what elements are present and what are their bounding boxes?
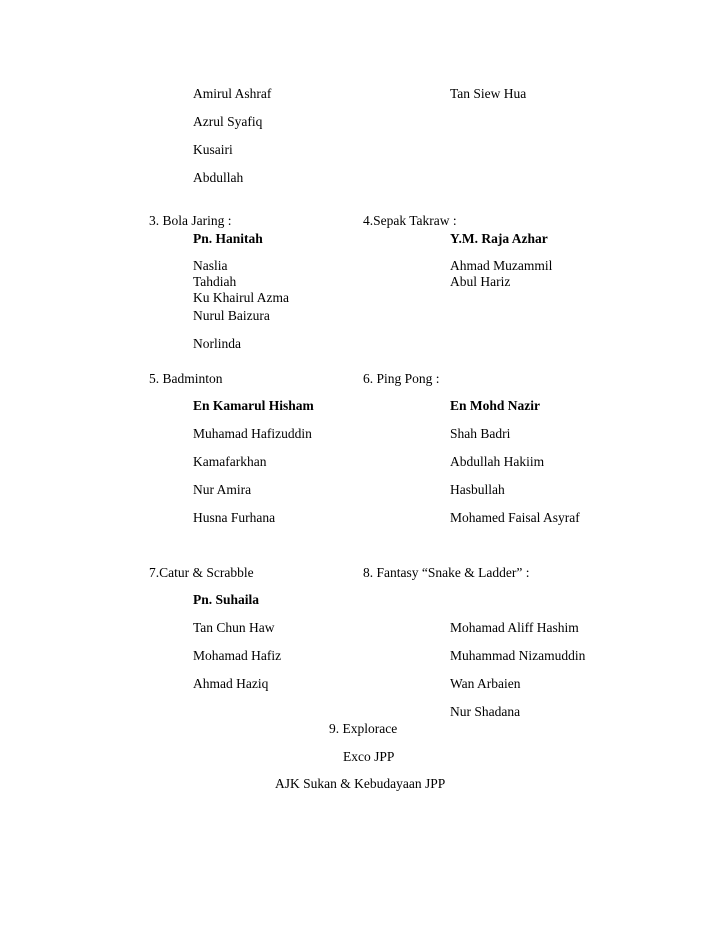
sec5-name-1: Muhamad Hafizuddin <box>193 426 312 441</box>
sec7-lead: Pn. Suhaila <box>193 592 260 607</box>
sec4-name-1: Ahmad Muzammil <box>450 258 553 273</box>
sec3-name-5: Norlinda <box>193 336 241 351</box>
top-right-name-1: Tan Siew Hua <box>450 86 527 101</box>
sec6-name-3: Hasbullah <box>450 482 505 497</box>
sec3-heading: 3. Bola Jaring : <box>149 213 232 228</box>
top-name-1: Amirul Ashraf <box>193 86 272 101</box>
sec5-lead: En Kamarul Hisham <box>193 398 314 413</box>
top-name-4: Abdullah <box>193 170 244 185</box>
sec4-heading: 4.Sepak Takraw : <box>363 213 457 228</box>
sec6-name-1: Shah Badri <box>450 426 511 441</box>
sec3-name-2: Tahdiah <box>193 274 237 289</box>
sec7-name-1: Tan Chun Haw <box>193 620 275 635</box>
sec7-name-3: Ahmad Haziq <box>193 676 269 691</box>
sec3-name-3: Ku Khairul Azma <box>193 290 289 305</box>
sec7-heading: 7.Catur & Scrabble <box>149 565 254 580</box>
sec5-name-2: Kamafarkhan <box>193 454 267 469</box>
sec3-name-1: Naslia <box>193 258 228 273</box>
sec6-heading: 6. Ping Pong : <box>363 371 440 386</box>
sec9-line-1: Exco JPP <box>343 749 395 764</box>
sec9-line-2: AJK Sukan & Kebudayaan JPP <box>275 776 446 791</box>
sec8-name-2: Muhammad Nizamuddin <box>450 648 586 663</box>
sec8-name-4: Nur Shadana <box>450 704 521 719</box>
sec8-name-3: Wan Arbaien <box>450 676 521 691</box>
sec4-name-2: Abul Hariz <box>450 274 511 289</box>
sec5-heading: 5. Badminton <box>149 371 223 386</box>
sec8-heading: 8. Fantasy “Snake & Ladder” : <box>363 565 530 580</box>
sec3-name-4: Nurul Baizura <box>193 308 270 323</box>
sec7-name-2: Mohamad Hafiz <box>193 648 282 663</box>
top-name-3: Kusairi <box>193 142 233 157</box>
sec9-heading: 9. Explorace <box>329 721 398 736</box>
sec4-lead: Y.M. Raja Azhar <box>450 231 548 246</box>
sec6-lead: En Mohd Nazir <box>450 398 541 413</box>
sec6-name-2: Abdullah Hakiim <box>450 454 545 469</box>
sec8-name-1: Mohamad Aliff Hashim <box>450 620 579 635</box>
sec5-name-4: Husna Furhana <box>193 510 276 525</box>
sec3-lead: Pn. Hanitah <box>193 231 263 246</box>
sec6-name-4: Mohamed Faisal Asyraf <box>450 510 580 525</box>
sec5-name-3: Nur Amira <box>193 482 252 497</box>
top-name-2: Azrul Syafiq <box>193 114 263 129</box>
